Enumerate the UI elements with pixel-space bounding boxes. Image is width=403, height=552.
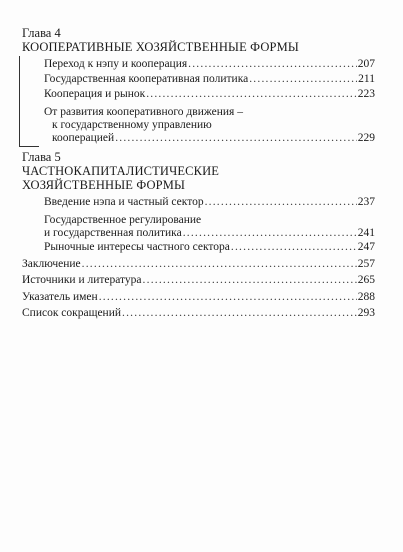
toc-entry-title: Список сокращений xyxy=(22,307,122,319)
toc-entry xyxy=(44,58,375,71)
leader-dots xyxy=(115,132,357,145)
leader-dots xyxy=(205,196,357,209)
toc-entry-page: 265 xyxy=(357,274,375,286)
chapter-5-title-line: ХОЗЯЙСТВЕННЫЕ ФОРМЫ xyxy=(22,178,186,192)
chapter-4-heading: Глава 4 xyxy=(22,26,61,40)
toc-entry-title: Переход к нэпу и кооперация xyxy=(44,58,188,70)
toc-entry-title-line: Государственное регулирование xyxy=(44,214,202,226)
toc-entry-title: Рыночные интересы частного сектора xyxy=(44,241,230,253)
toc-entry xyxy=(44,73,375,86)
toc-entry-title-line: к государственному управлению xyxy=(52,119,212,131)
toc-entry xyxy=(44,106,375,145)
toc-entry-page: 207 xyxy=(357,58,375,70)
leader-dots xyxy=(188,58,357,71)
chapter-4-title: КООПЕРАТИВНЫЕ ХОЗЯЙСТВЕННЫЕ ФОРМЫ xyxy=(22,40,299,54)
toc-entry-page: 257 xyxy=(357,258,375,270)
toc-entry xyxy=(44,88,375,101)
leader-dots xyxy=(231,241,357,254)
toc-entry-page: 229 xyxy=(357,132,375,144)
leader-dots xyxy=(249,73,357,86)
toc-entry-page: 223 xyxy=(357,88,375,100)
toc-entry-page: 288 xyxy=(357,291,375,303)
leader-dots xyxy=(99,291,357,304)
toc-entry-title: Указатель имен xyxy=(22,291,98,303)
chapter-4-bracket-line xyxy=(19,56,20,146)
toc-entry-page: 211 xyxy=(358,73,375,85)
chapter-5-heading: Глава 5 xyxy=(22,150,61,164)
leader-dots xyxy=(183,227,357,240)
toc-entry-title: Кооперация и рынок xyxy=(44,88,146,100)
toc-entry xyxy=(22,291,375,304)
toc-entry-title: Государственная кооперативная политика xyxy=(44,73,249,85)
toc-entry-page: 237 xyxy=(357,196,375,208)
toc-entry-page: 293 xyxy=(357,307,375,319)
toc-entry xyxy=(22,274,375,287)
leader-dots xyxy=(143,274,357,287)
leader-dots xyxy=(82,258,357,271)
toc-entry-title: Заключение xyxy=(22,258,81,270)
toc-entry-title: Источники и литература xyxy=(22,274,142,286)
toc-entry-title-line: От развития кооперативного движения – xyxy=(44,106,243,118)
toc-entry-title: и государственная политика xyxy=(44,227,182,239)
toc-entry-title: Введение нэпа и частный сектор xyxy=(44,196,204,208)
toc-entry xyxy=(22,307,375,320)
toc-entry xyxy=(44,241,375,254)
toc-entry xyxy=(44,196,375,209)
leader-dots xyxy=(122,307,357,320)
toc-entry-page: 241 xyxy=(357,227,375,239)
leader-dots xyxy=(146,88,357,101)
toc-entry-page: 247 xyxy=(357,241,375,253)
chapter-5-title-line: ЧАСТНОКАПИТАЛИСТИЧЕСКИЕ xyxy=(22,164,220,178)
toc-entry-title: кооперацией xyxy=(52,132,115,144)
chapter-4-bracket-foot xyxy=(19,146,39,147)
toc-entry xyxy=(22,258,375,271)
toc-entry xyxy=(44,214,375,240)
